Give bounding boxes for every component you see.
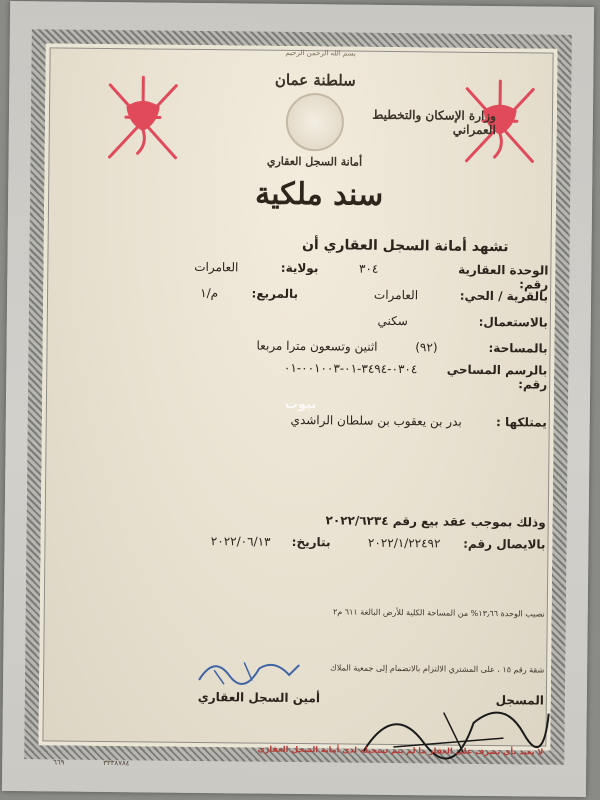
- wilayat-value: العامرات: [194, 259, 239, 275]
- usage-value: سكني: [377, 313, 408, 329]
- receipt-label: بالايصال رقم:: [463, 536, 546, 552]
- registry-head-label: أمين السجل العقاري: [197, 689, 321, 706]
- khanjar-emblem-icon: [97, 67, 188, 168]
- certify-line: تشهد أمانة السجل العقاري أن: [301, 237, 509, 256]
- owner-name: بدر بن يعقوب بن سلطان الراشدي: [290, 412, 462, 429]
- unit-value: ٣٠٤: [358, 261, 379, 276]
- share-note: نصيب الوحدة ١٣٫٦٦% من المساحة الكلية للأرض البالغة ٦١١ م٢: [332, 607, 545, 619]
- basmala-note: بسم الله الرحمن الرحيم: [285, 48, 356, 58]
- footer-warning: لا يعتد بأي تصرف على العقار ما لم يتم تسجيله لدى أمانة السجل العقاري: [257, 744, 544, 757]
- village-value: العامرات: [373, 287, 419, 303]
- ornamental-border: [24, 29, 572, 768]
- registry-title: أمانة السجل العقاري: [266, 154, 363, 169]
- village-label: بالقرية / الحي:: [459, 288, 549, 304]
- certificate-body: [42, 47, 553, 768]
- wilayat-label: بولاية:: [280, 260, 319, 276]
- square-value: م/١: [200, 285, 219, 301]
- ministry-title: وزارة الإسكان والتخطيط العمراني: [372, 107, 497, 138]
- survey-label: بالرسم المساحي رقم:: [446, 362, 548, 392]
- area-label: بالمساحة:: [488, 340, 548, 356]
- area-in-words: اثنين وتسعون مترا مربعا: [256, 338, 378, 354]
- registrar-label: المسجل: [495, 693, 544, 708]
- receipt-value: ٢٠٢٢/١/٢٢٤٩٢: [367, 535, 441, 551]
- date-value: ٢٠٢٢/٠٦/١٣: [210, 534, 271, 549]
- document-title: سند ملكية: [254, 176, 384, 213]
- survey-value: ٠٣٠٤-٣٤٩٤-٠١-٠٠١٠٠٣-٠١: [283, 360, 418, 377]
- registry-head-signature: [194, 650, 304, 691]
- date-label: بتاريخ:: [291, 534, 331, 550]
- owner-label: يمتلكها :: [495, 415, 547, 430]
- square-label: بالمربع:: [251, 286, 299, 301]
- footer-code-serial: ٣٣٣٨٧٨٤: [103, 758, 130, 768]
- contract-line: وذلك بموجب عقد بيع رقم ٢٠٢٢/٦٢٣٤: [325, 513, 546, 530]
- watermark-logo: بيوت: [284, 396, 317, 413]
- usage-label: بالاستعمال:: [478, 314, 548, 330]
- sultanate-title: سلطنة عمان: [274, 70, 356, 90]
- building-note: شقة رقم ١٥ ، على المشتري الالتزام بالانضمام إلى جمعية الملاك: [330, 663, 545, 675]
- unit-label: الوحدة العقارية رقم:: [458, 262, 549, 292]
- area-value: (٩٢): [415, 340, 438, 355]
- footer-code-left: ٦٦٩: [53, 758, 65, 767]
- registry-seal-icon: [286, 93, 345, 152]
- document-sheet: [2, 1, 594, 797]
